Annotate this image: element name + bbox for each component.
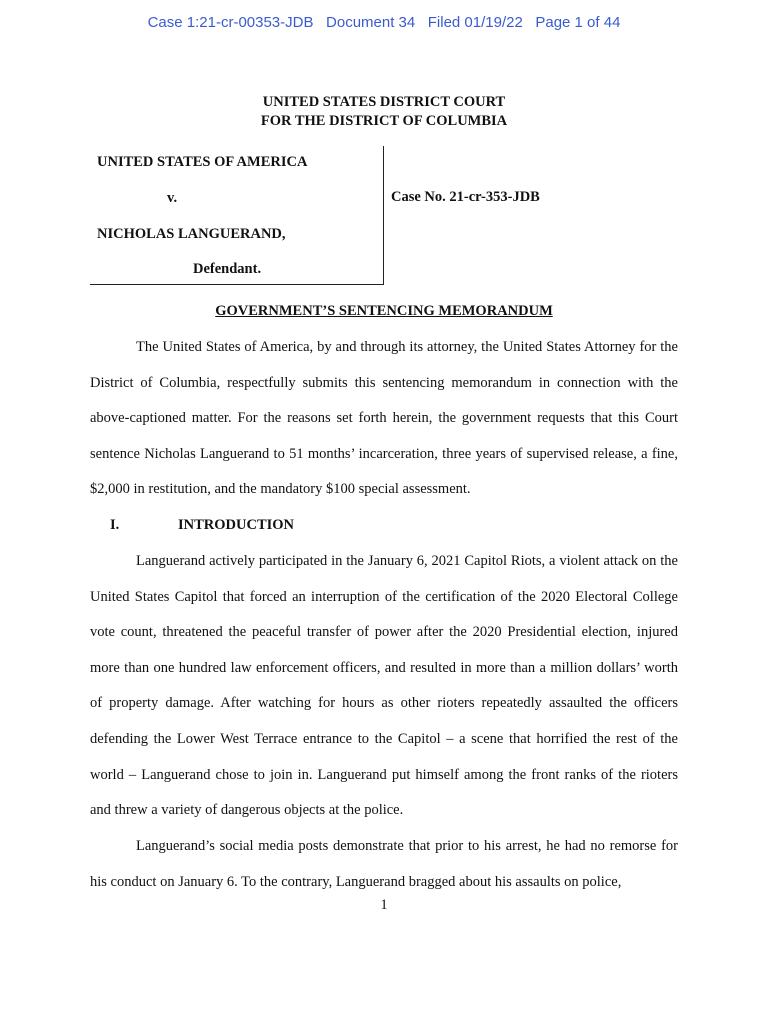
section-title: INTRODUCTION xyxy=(178,517,295,533)
document-title: GOVERNMENT’S SENTENCING MEMORANDUM xyxy=(215,303,553,319)
paragraph-text: Languerand’s social media posts demonstrate that prior to his arrest, he had no remorse for his conduct on January 6. To the contrary, Languerand bragged about his assaults on police, xyxy=(90,838,678,890)
body-paragraph xyxy=(90,829,678,900)
page-stamp: Page 1 of 44 xyxy=(535,14,621,31)
intro-paragraph xyxy=(90,330,678,508)
page-number: 1 xyxy=(380,897,388,913)
plaintiff-name: UNITED STATES OF AMERICA xyxy=(97,154,308,170)
paragraph-text: Languerand actively participated in the January 6, 2021 Capitol Riots, a violent attack on the United States Capitol that forced an interruption of the certification of the 2020 Electoral College vote count, threatened the peaceful transfer of power after the 2020 Presidential election, injured more than one hundred law enforcement officers, and resulted in more than a million dollars’ worth of property damage. After watching for hours as other rioters repeatedly assaulted the officers defending the Lower West Terrace entrance to the Capitol – a scene that horrified the rest of the world – Languerand chose to join in. Languerand put himself among the front ranks of the rioters and threw a variety of dangerous objects at the police. xyxy=(90,553,678,819)
case-number: Case No. 21-cr-353-JDB xyxy=(391,189,540,205)
defendant-name: NICHOLAS LANGUERAND, xyxy=(97,226,286,242)
versus-label: v. xyxy=(167,190,178,206)
document-stamp: Document 34 xyxy=(326,14,416,31)
section-number: I. xyxy=(110,517,120,533)
court-name: UNITED STATES DISTRICT COURT xyxy=(262,94,506,110)
defendant-label: Defendant. xyxy=(193,261,262,277)
court-district: FOR THE DISTRICT OF COLUMBIA xyxy=(260,113,508,129)
case-stamp: Case 1:21-cr-00353-JDB xyxy=(147,14,314,31)
section-heading xyxy=(90,517,294,534)
filed-stamp: Filed 01/19/22 xyxy=(427,14,523,31)
body-paragraph xyxy=(90,544,678,829)
intro-paragraph-text: The United States of America, by and through its attorney, the United States Attorney for the District of Columbia, respectfully submits this sentencing memorandum in connection with the above-captioned matter. For the reasons set forth herein, the government requests that this Court sentence Nicholas Languerand to 51 months’ incarceration, three years of supervised release, a fine, $2,000 in restitution, and the mandatory $100 special assessment. xyxy=(90,339,678,498)
court-filing-header xyxy=(0,14,768,31)
case-caption-box xyxy=(90,146,384,285)
court-heading xyxy=(0,93,768,131)
